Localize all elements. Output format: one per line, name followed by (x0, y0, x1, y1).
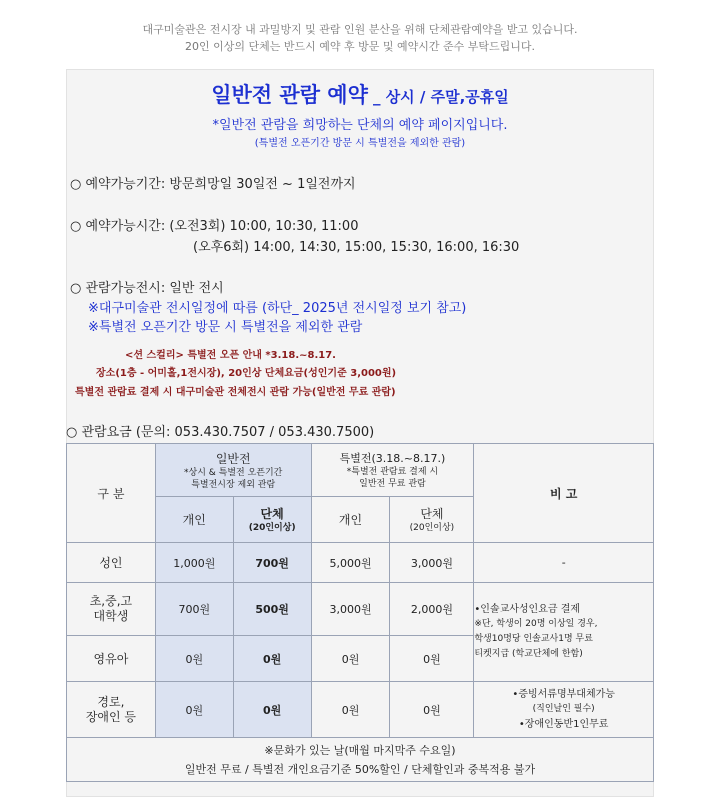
header-general-group-note: (20인이상) (248, 523, 296, 533)
remark-student-4: 티켓지급 (학교단체에 한함) (474, 649, 583, 659)
exhibit-available: ○ 관람가능전시: 일반 전시 (70, 281, 224, 296)
description-line-1: *일반전 관람을 희망하는 단체의 예약 페이지입니다. (212, 118, 508, 133)
cell-special-group: 2,000원 (390, 583, 474, 636)
table-row (67, 583, 654, 636)
cell-general-group: 0원 (233, 682, 311, 738)
cell-special-individual: 0원 (311, 636, 390, 682)
header-special-group (390, 497, 474, 543)
row-category: 영유아 (67, 636, 156, 682)
row-category (67, 583, 156, 636)
table-row (67, 543, 654, 583)
header-special-note-1: *특별전 관람료 결제 시 (346, 467, 439, 477)
table-row (67, 682, 654, 738)
header-general (155, 444, 311, 497)
row-category-line: 장애인 등 (85, 709, 136, 724)
cell-special-group: 3,000원 (390, 543, 474, 583)
cell-remarks-adult: - (474, 543, 654, 583)
header-special-title: 특별전(3.18.~8.17.) (339, 452, 446, 465)
header-general-group-label: 단체 (260, 507, 284, 521)
exhibit-note-schedule: ※대구미술관 전시일정에 따름 (하단_ 2025년 전시일정 보기 참고) (88, 301, 467, 316)
remark-senior-2: (직인날인 필수) (532, 704, 595, 714)
header-special (311, 444, 474, 497)
remark-senior-3: •장애인동반1인무료 (518, 719, 609, 730)
row-category (67, 682, 156, 738)
row-category-line: 대학생 (93, 609, 129, 623)
special-notice-line-3: 특별전 관람료 결제 시 대구미술관 전체전시 관람 가능(일반전 무료 관람) (75, 387, 396, 398)
header-remarks: 비 고 (474, 444, 654, 543)
intro-notice (0, 0, 720, 55)
remark-student-2: ※단, 학생이 20명 이상일 경우, (474, 619, 598, 629)
row-category-line: 경로, (97, 694, 125, 709)
header-general-note-2: 특별전시장 제외 관람 (191, 479, 276, 490)
cell-special-individual: 0원 (311, 682, 390, 738)
header-general-individual: 개인 (155, 497, 233, 543)
reservation-time-afternoon: (오후6회) 14:00, 14:30, 15:00, 15:30, 16:00, 16:30 (193, 240, 520, 255)
cell-general-group: 0원 (233, 636, 311, 682)
header-general-title: 일반전 (215, 451, 251, 466)
remark-senior-1: •증빙서류명부대체가능 (512, 689, 615, 700)
intro-line-2: 20인 이상의 단체는 반드시 예약 후 방문 및 예약시간 준수 부탁드립니다. (185, 40, 535, 53)
header-special-group-label: 단체 (420, 507, 444, 521)
cell-general-group: 500원 (233, 583, 311, 636)
cell-general-individual: 700원 (155, 583, 233, 636)
cell-special-group: 0원 (390, 682, 474, 738)
reservation-period: ○ 예약가능기간: 방문희망일 30일전 ~ 1일전까지 (70, 177, 356, 192)
row-category: 성인 (67, 543, 156, 583)
exhibit-note-special: ※특별전 오픈기간 방문 시 특별전을 제외한 관람 (88, 320, 363, 335)
header-general-note-1: *상시 & 특별전 오픈기간 (184, 467, 283, 478)
header-special-individual: 개인 (311, 497, 390, 543)
table-footnote-row (67, 738, 654, 782)
footnote-line-1: ※문화가 있는 날(매월 마지막주 수요일) (264, 743, 456, 757)
cell-general-group: 700원 (233, 543, 311, 583)
special-notice-line-1: <션 스컬리> 특별전 오픈 안내 *3.18.~8.17. (125, 350, 336, 361)
remark-student-1: •인솔교사성인요금 결제 (474, 604, 581, 615)
cell-remarks-senior (474, 682, 654, 738)
page-title (0, 79, 720, 109)
fee-table (66, 443, 654, 782)
cell-special-individual: 3,000원 (311, 583, 390, 636)
fee-heading: ○ 관람요금 (문의: 053.430.7507 / 053.430.7500) (66, 425, 375, 440)
special-notice-line-2: 장소(1층 - 어미홀,1전시장), 20인상 단체요금(성인기준 3,000원) (96, 368, 397, 379)
header-category: 구 분 (67, 444, 156, 543)
title-sub: _ 상시 / 주말,공휴일 (372, 88, 509, 106)
table-footnote (67, 738, 654, 782)
intro-line-1: 대구미술관은 전시장 내 과밀방지 및 관람 인원 분산을 위해 단체관람예약을 받고 있습니다. (142, 23, 578, 36)
reservation-time-morning: ○ 예약가능시간: (오전3회) 10:00, 10:30, 11:00 (70, 219, 359, 234)
cell-general-individual: 0원 (155, 636, 233, 682)
header-special-note-2: 일반전 무료 관람 (359, 479, 426, 489)
row-category-line: 초,중,고 (89, 594, 133, 608)
cell-general-individual: 0원 (155, 682, 233, 738)
cell-general-individual: 1,000원 (155, 543, 233, 583)
remark-student-3: 학생10명당 인솔교사1명 무료 (474, 634, 593, 644)
title-main: 일반전 관람 예약 (211, 83, 368, 107)
description-line-2: (특별전 오픈기간 방문 시 특별전을 제외한 관람) (254, 138, 466, 149)
footnote-line-2: 일반전 무료 / 특별전 개인요금기준 50%할인 / 단체할인과 중복적용 불가 (184, 762, 536, 776)
header-special-group-note: (20인이상) (409, 523, 455, 533)
cell-special-individual: 5,000원 (311, 543, 390, 583)
cell-remarks-student (474, 583, 654, 682)
header-general-group (233, 497, 311, 543)
cell-special-group: 0원 (390, 636, 474, 682)
